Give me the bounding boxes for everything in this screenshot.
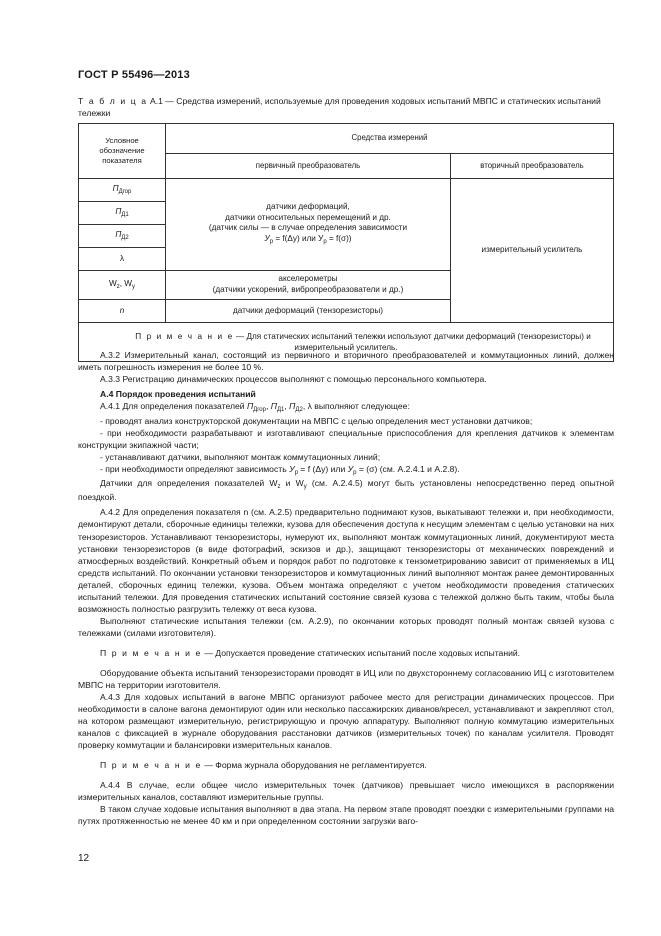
section-heading: А.4 Порядок проведения испытаний [100, 389, 256, 400]
measurement-table [78, 123, 614, 362]
symbol-p-d1: $П_{Д1}$ [79, 202, 166, 225]
document-header: ГОСТ Р 55496—2013 [78, 69, 190, 81]
list-item: - проводят анализ конструкторской документации на МВПС с целью определения мест установки датчиков; [100, 415, 533, 426]
list-item: - при необходимости разрабатывают и изготавливают специальные приспособления для крепления датчиков к элементам конструкции экипажной части; [78, 427, 614, 450]
para-a-4-4: А.4.4 В случае, если общее число измерительных точек (датчиков) превышает число имеющихся в распоряжении измерительных каналов, составляют измерительные группы. [78, 780, 614, 803]
symbol-p-dgor: $П_{Дгор}$ [79, 179, 166, 202]
para-a-4-1: А.4.1 Для определения показателей $П_{Дгор}$, $П_{Д1}$, $П_{Д2}$, λ выполняют следующее: [100, 401, 410, 414]
body-text [78, 349, 614, 827]
para-a-4-3: А.4.3 Для ходовых испытаний в вагоне МВПС организуют рабочее место для регистрации динамических процессов. При необходимости в салоне вагона демонтируют один или несколько пассажирских диванов/кресел, устанавливают и закрепляют стол, на котором размещают измерительную, регистрирующую и прочую аппаратуру. Выполняют полную коммутацию измерительных каналов с фиксацией в журнале оборудования расстановки датчиков (измерительных точек) по каналам усилителя. Проводят проверку коммутации и балансировки измерительных каналов. [78, 691, 614, 751]
para-equipment: Оборудование объекта испытаний тензорезисторами проводят в ИЦ или по двухстороннему согласованию ИЦ с изготовителем МВПС на территории изготовителя. [78, 667, 614, 690]
primary-accelerometers: акселерометры (датчики ускорений, вибропреобразователи и др.) [166, 271, 451, 300]
table-caption [78, 96, 616, 120]
list-item: - при необходимости определяют зависимость $У_р = f$ (Δy) или $У_р = (\sigma)$ (см. А.2.4.1 и А.2.8). [100, 463, 460, 476]
symbol-p-d2: $П_{Д2}$ [79, 225, 166, 248]
primary-deformation-sensors: датчики деформаций, датчики относительных перемещений и др. (датчик силы — в случае определения зависимости $У_р = f(\Delta y)$ или $У_р = f(\sigma)$) [166, 179, 451, 271]
secondary-amplifier: измерительный усилитель [451, 179, 614, 323]
table-note: П р и м е ч а н и е — Для статических испытаний тележки используют датчики деформаций (тензорезисторы) и измерительный усилитель. [79, 323, 614, 362]
list-item: - устанавливают датчики, выполняют монтаж коммутационных линий; [100, 451, 381, 462]
para-a-4-2: А.4.2 Для определения показателя n (см. А.2.5) предварительно поднимают кузов, выкатывают тележки и, при необходимости, демонтируют детали, сборочные единицы тележки, кузова для обеспечения доступа к несущим элементам с целью установки на них тензорезисторов. Устанавливают тензорезисторы, нумеруют их, выполняют монтаж коммутационных линий, документируют места установки тензорезисторов (в виде фотографий, эскизов и др.), защищают тензорезисторы от механических повреждений и атмосферных воздействий. Конкретный объем и порядок работ по подготовке к тензометрированию зависит от применяемых в ИЦ средств испытаний. По окончании установки тензорезисторов и коммутационных линий выполняют монтаж ранее демонтированных деталей, сборочных единиц тележки, кузова. Объем монтажа определяют с учетом необходимости проведения статических испытаний тележки. Для проведения статических испытаний состояние связей кузова с тележкой должно быть таким, чтобы была возможность полностью разгрузить тележку от веса кузова. [78, 507, 614, 614]
para-a-3-3: А.3.3 Регистрацию динамических процессов выполняют с помощью персонального компьютера. [100, 374, 487, 385]
header-secondary: вторичный преобразователь [451, 154, 614, 179]
table-caption-label: Т а б л и ц а [78, 96, 148, 106]
header-condition: Условное обозначение показателя [79, 124, 166, 179]
primary-strain-gauges: датчики деформаций (тензорезисторы) [166, 300, 451, 323]
symbol-n: n [79, 300, 166, 323]
para-sensors-w: Датчики для определения показателей $W_z$ и $W_y$ (см. А.2.4.5) могут быть установлены непосредственно перед опытной поездкой. [78, 478, 614, 503]
symbol-lambda: λ [79, 248, 166, 271]
page-number: 12 [78, 853, 90, 864]
header-primary: первичный преобразователь [166, 154, 451, 179]
para-a-3-2: А.3.2 Измерительный канал, состоящий из первичного и вторичного преобразователей и коммутационных линий, должен иметь погрешность измерения не более 10 %. [78, 350, 614, 373]
para-two-stages: В таком случае ходовые испытания выполняют в два этапа. На первом этапе проводят поездки с измерительными группами на путях протяженностью не менее 40 км и при определенном состоянии загрузки ваго- [78, 804, 614, 827]
symbol-w: $W_z$, $W_y$ [79, 271, 166, 300]
table-caption-text: А.1 — Средства измерений, используемые для проведения ходовых испытаний МВПС и статических испытаний тележки [78, 96, 601, 118]
para-static-tests: Выполняют статические испытания тележки (см. А.2.9), по окончании которых проводят полный монтаж связей кузова с тележками (силами изготовителя). [78, 615, 614, 638]
note-static: П р и м е ч а н и е — Допускается проведение статических испытаний после ходовых испытаний. [100, 647, 521, 658]
note-journal: П р и м е ч а н и е — Форма журнала оборудования не регламентируется. [100, 760, 427, 771]
header-means: Средства измерений [166, 124, 614, 154]
